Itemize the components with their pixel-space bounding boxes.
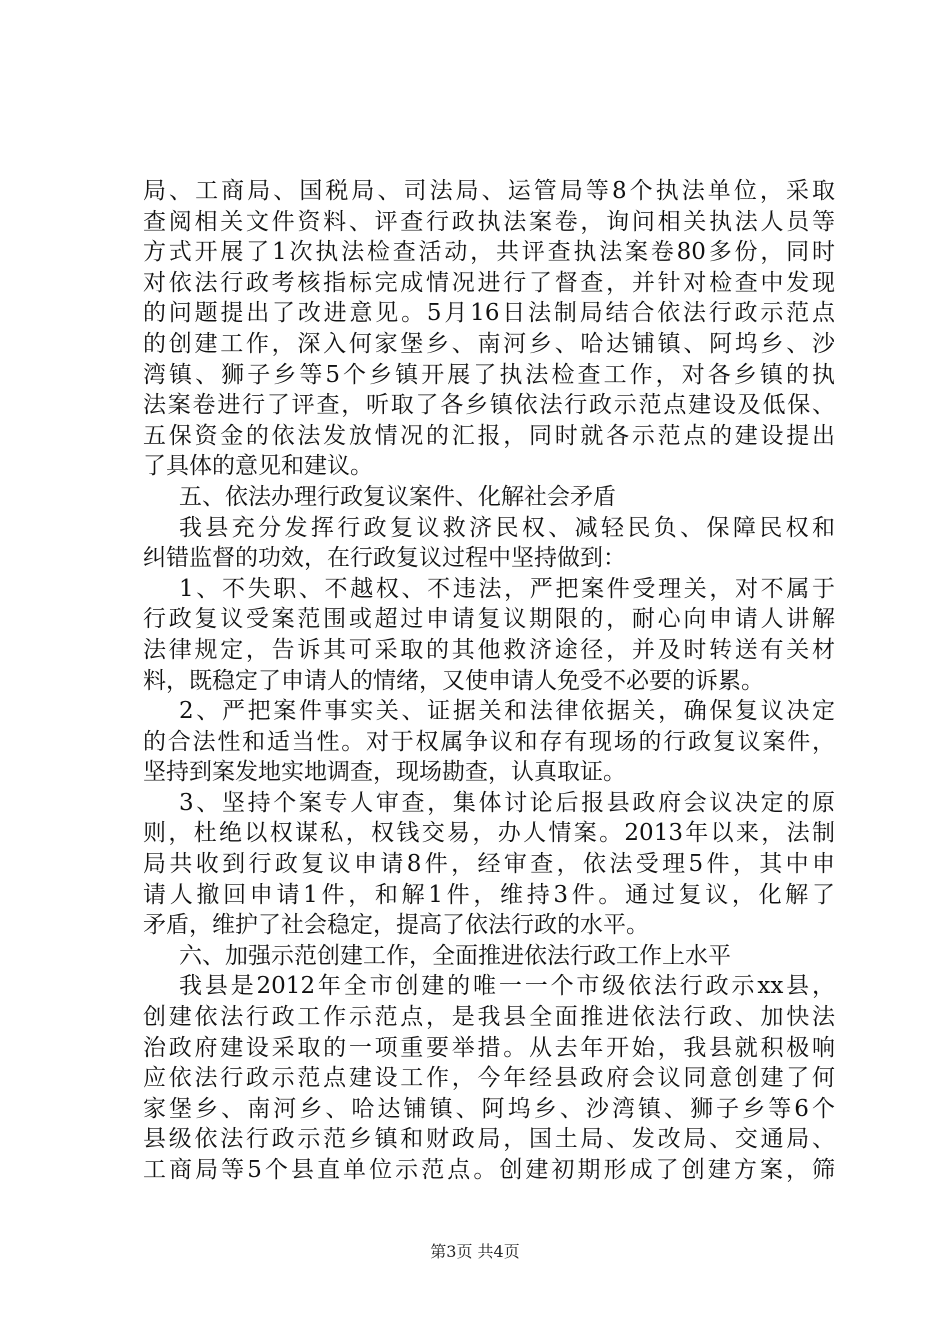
text-line: 1、不失职、不越权、不违法，严把案件受理关，对不属于 <box>179 575 835 602</box>
text-line: 行政复议受案范围或超过申请复议期限的，耐心向申请人讲解 <box>143 606 835 633</box>
text-line: 方式开展了1次执法检查活动，共评查执法案卷80多份，同时 <box>143 239 835 266</box>
text-line: 我县是2012年全市创建的唯一一个市级依法行政示xx县， <box>179 973 835 1000</box>
section-heading: 六、加强示范创建工作，全面推进依法行政工作上水平 <box>179 942 731 969</box>
text-line: 的合法性和适当性。对于权属争议和存有现场的行政复议案件， <box>143 728 835 755</box>
text-line: 2、严把案件事实关、证据关和法律依据关，确保复议决定 <box>179 698 835 725</box>
text-line: 则，杜绝以权谋私，权钱交易，办人情案。2013年以来，法制 <box>143 820 835 847</box>
text-line: 坚持到案发地实地调查，现场勘查，认真取证。 <box>143 759 626 786</box>
text-line: 局、工商局、国税局、司法局、运管局等8个执法单位，采取 <box>143 178 835 204</box>
text-line: 矛盾，维护了社会稳定，提高了依法行政的水平。 <box>143 912 649 939</box>
text-line: 的问题提出了改进意见。5月16日法制局结合依法行政示范点 <box>143 300 835 327</box>
section-heading: 五、依法办理行政复议案件、化解社会矛盾 <box>179 483 616 510</box>
text-line: 局共收到行政复议申请8件，经审查，依法受理5件，其中申 <box>143 851 835 878</box>
text-line: 治政府建设采取的一项重要举措。从去年开始，我县就积极响 <box>143 1034 835 1061</box>
text-line: 我县充分发挥行政复议救济民权、减轻民负、保障民权和 <box>179 514 835 541</box>
text-line: 对依法行政考核指标完成情况进行了督查，并针对检查中发现 <box>143 269 835 296</box>
text-line: 了具体的意见和建议。 <box>143 453 373 480</box>
text-line: 料，既稳定了申请人的情绪，又使申请人免受不必要的诉累。 <box>143 667 764 694</box>
text-line: 家堡乡、南河乡、哈达铺镇、阿坞乡、沙湾镇、狮子乡等6个 <box>143 1095 835 1122</box>
text-line: 工商局等5个县直单位示范点。创建初期形成了创建方案，筛 <box>143 1157 835 1183</box>
text-line: 创建依法行政工作示范点，是我县全面推进依法行政、加快法 <box>143 1004 835 1031</box>
text-line: 法案卷进行了评查，听取了各乡镇依法行政示范点建设及低保、 <box>143 392 835 419</box>
text-line: 的创建工作，深入何家堡乡、南河乡、哈达铺镇、阿坞乡、沙 <box>143 330 835 357</box>
text-line: 湾镇、狮子乡等5个乡镇开展了执法检查工作，对各乡镇的执 <box>143 361 835 388</box>
document-body <box>143 176 835 1186</box>
text-line: 县级依法行政示范乡镇和财政局，国土局、发改局、交通局、 <box>143 1126 835 1153</box>
page-number-footer: 第3页 共4页 <box>430 1242 520 1261</box>
text-line: 纠错监督的功效，在行政复议过程中坚持做到： <box>143 545 626 572</box>
text-line: 法律规定，告诉其可采取的其他救济途径，并及时转送有关材 <box>143 636 835 663</box>
text-line: 五保资金的依法发放情况的汇报，同时就各示范点的建设提出 <box>143 422 835 449</box>
text-line: 应依法行政示范点建设工作，今年经县政府会议同意创建了何 <box>143 1065 835 1092</box>
text-line: 查阅相关文件资料、评查行政执法案卷，询问相关执法人员等 <box>143 208 835 235</box>
text-line: 3、坚持个案专人审查，集体讨论后报县政府会议决定的原 <box>179 789 835 816</box>
text-line: 请人撤回申请1件，和解1件，维持3件。通过复议，化解了 <box>143 881 835 908</box>
